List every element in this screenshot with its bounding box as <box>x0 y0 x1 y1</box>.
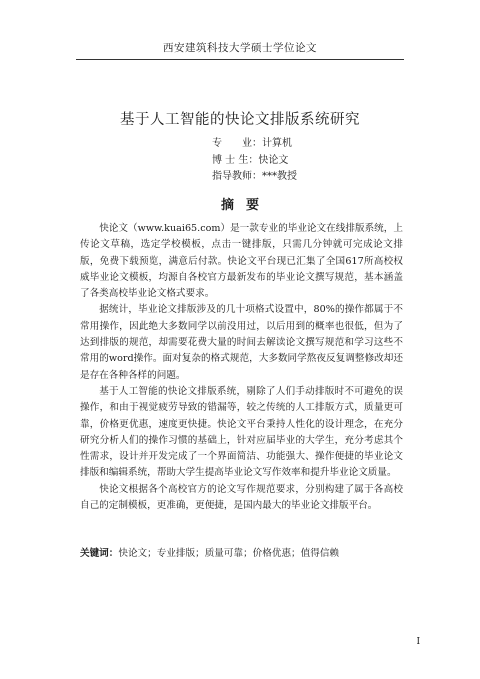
abstract-paragraph-1: 快论文（www.kuai65.com）是一款专业的毕业论文在线排版系统，上传论文草稿，选定学校模板，点击一键排版，只需几分钟就可完成论文排版，免费下载预览，满意后付款。快论文平台现已汇集了全国617所高校权威毕业论文模板，均源自各校官方最新发布的毕业论文撰写规范，基本涵盖了各类高校毕业论文格式要求。 <box>80 223 403 300</box>
abstract-body <box>80 221 403 514</box>
keywords-line <box>80 546 403 561</box>
meta-student-key: 博 士 生： <box>212 154 259 166</box>
abstract-heading: 摘要 <box>220 198 271 213</box>
meta-major-key: 专 业： <box>212 138 262 149</box>
meta-advisor <box>212 169 297 186</box>
keywords-label: 关键词： <box>80 548 119 559</box>
keywords-text: 快论文；专业排版；质量可靠；价格优惠；值得信赖 <box>118 548 340 559</box>
page-number: I <box>416 637 420 647</box>
meta-advisor-key: 指导教师： <box>212 171 262 182</box>
meta-major <box>212 136 297 153</box>
author-info <box>212 136 297 186</box>
meta-student-value: 快论文 <box>258 154 289 166</box>
meta-major-value: 计算机 <box>262 138 292 149</box>
meta-student <box>212 153 297 170</box>
abstract-paragraph-2: 据统计，毕业论文排版涉及的几十项格式设置中，80%的操作都属于不常用操作，因此绝大多数同学以前没用过，以后用到的概率也很低，但为了达到排版的规范，却需要花费大量的时间去解读论文撰写规范和学习这些不常用的word操作。面对复杂的格式规范，大多数同学熬夜反复调整修改却还是存在各种各样的问题。 <box>80 304 403 381</box>
abstract-paragraph-4: 快论文根据各个高校官方的论文写作规范要求，分别构建了属于各高校自己的定制模板，更准确，更便捷，是国内最大的毕业论文排版平台。 <box>80 483 403 512</box>
thesis-title: 基于人工智能的快论文排版系统研究 <box>120 112 360 128</box>
abstract-paragraph-3: 基于人工智能的快论文排版系统，剔除了人们手动排版时不可避免的误操作，和由于视觉疲劳导致的错漏等，较之传统的人工排版方式，质量更可靠，价格更优惠，速度更快捷。快论文平台秉持人性化的设计理念，在充分研究分析人们的操作习惯的基础上，针对应届毕业的大学生，充分考虑其个性需求，设计并开发完成了一个界面简洁、功能强大、操作便捷的毕业论文排版和编辑系统，帮助大学生提高毕业论文写作效率和提升毕业论文质量。 <box>80 385 403 479</box>
running-header: 西安建筑科技大学硕士学位论文 <box>76 40 404 60</box>
meta-advisor-value: ***教授 <box>262 171 297 182</box>
